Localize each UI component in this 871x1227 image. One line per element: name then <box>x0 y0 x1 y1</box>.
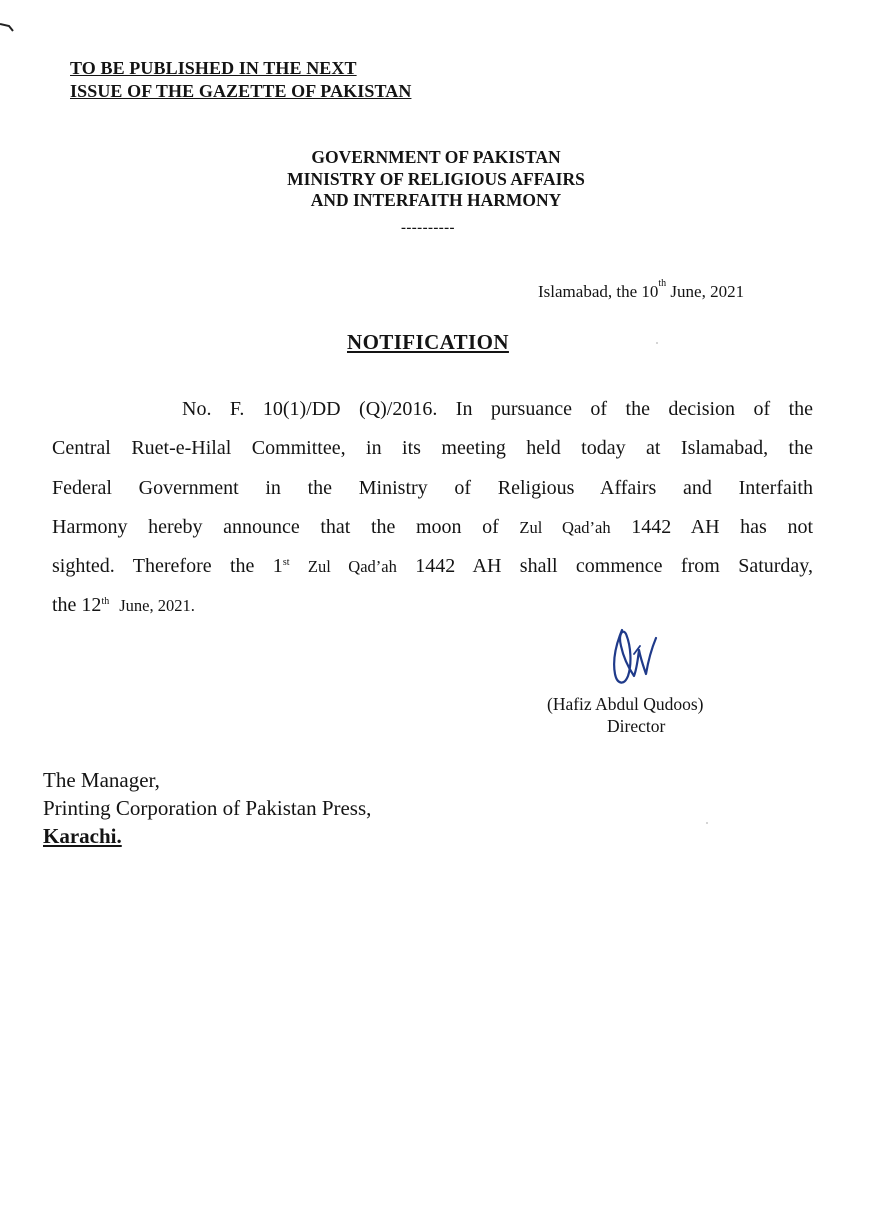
body-line-2: Central Ruet-e-Hilal Committee, in its meeting held today at Islamabad, the <box>52 437 813 460</box>
body-line-1: No. F. 10(1)/DD (Q)/2016. In pursuance of the decision of the <box>182 398 813 420</box>
handwritten-signature <box>604 624 660 690</box>
recipient-city: Karachi. <box>43 824 122 848</box>
scan-speck <box>656 342 658 344</box>
signatory-name: (Hafiz Abdul Qudoos) <box>547 694 704 714</box>
ministry-line: MINISTRY OF RELIGIOUS AFFAIRS <box>287 168 585 189</box>
scan-speck <box>706 822 708 824</box>
gazette-line-1: TO BE PUBLISHED IN THE NEXT <box>70 58 357 78</box>
body-text: the 12 <box>52 594 102 617</box>
signatory-title: Director <box>607 716 666 736</box>
body-text: 1442 AH has not <box>610 515 813 538</box>
corner-mark <box>0 22 14 32</box>
body-line-4 <box>52 508 813 547</box>
ministry-line-2: AND INTERFAITH HARMONY <box>310 190 562 210</box>
body-line-6 <box>52 586 813 625</box>
dateline-ordinal: th <box>658 278 667 289</box>
government-line: GOVERNMENT OF PAKISTAN <box>311 147 561 167</box>
ordinal: st <box>282 557 290 569</box>
body-text: Harmony hereby announce that the moon of <box>52 515 520 538</box>
body-text: sighted. Therefore the 1 <box>52 555 283 578</box>
month-name: Zul Qad’ah <box>307 557 397 577</box>
heading-separator: ---------- <box>401 220 455 236</box>
body-line-3: Federal Government in the Ministry of Religious Affairs and Interfaith <box>52 476 813 499</box>
gazette-line-2: ISSUE OF THE GAZETTE OF PAKISTAN <box>70 81 412 101</box>
body-text: June, 2021. <box>119 596 195 616</box>
recipient-address <box>43 766 371 850</box>
body-text: 1442 AH shall commence from Saturday, <box>396 555 813 578</box>
notification-title: NOTIFICATION <box>347 330 509 354</box>
month-name: Zul Qad’ah <box>519 517 611 537</box>
dateline <box>538 278 745 302</box>
recipient-line-1: The Manager, <box>43 768 160 792</box>
ordinal: th <box>101 596 110 608</box>
dateline-prefix: Islamabad, the 10 <box>538 282 659 301</box>
recipient-line-2: Printing Corporation of Pakistan Press, <box>43 796 372 820</box>
dateline-suffix: June, 2021 <box>666 282 745 301</box>
body-line <box>52 390 813 429</box>
government-heading <box>230 147 642 212</box>
notification-body <box>52 390 813 626</box>
gazette-publication-note <box>70 57 411 103</box>
body-line-5 <box>52 547 813 586</box>
